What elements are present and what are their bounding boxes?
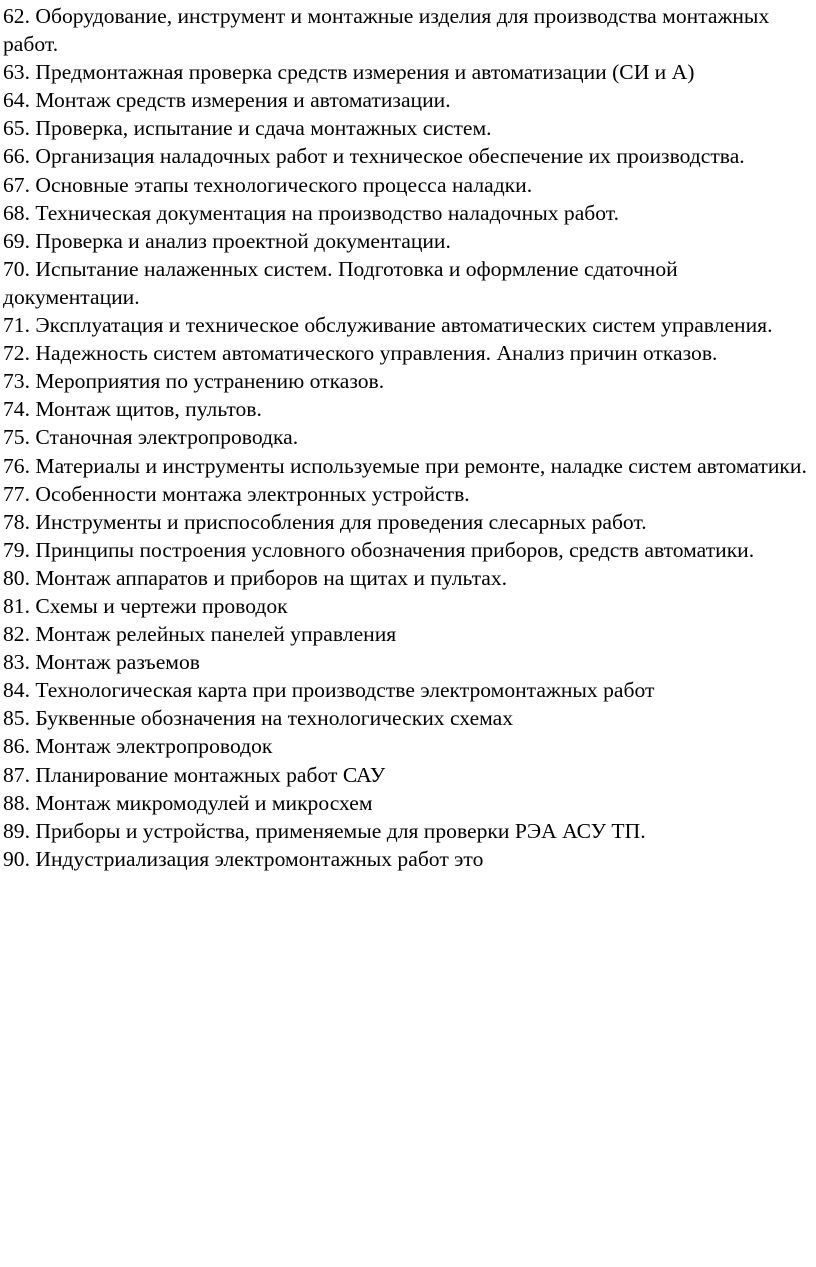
list-item: 87. Планирование монтажных работ САУ: [3, 762, 386, 787]
list-item: 70. Испытание налаженных систем. Подготовка и оформление сдаточной документации.: [3, 256, 678, 309]
list-item: 77. Особенности монтажа электронных устройств.: [3, 481, 470, 506]
list-item: 65. Проверка, испытание и сдача монтажных систем.: [3, 116, 492, 141]
list-item: 83. Монтаж разъемов: [3, 650, 200, 675]
list-item: 73. Мероприятия по устранению отказов.: [3, 369, 385, 394]
list-item: 62. Оборудование, инструмент и монтажные изделия для производства монтажных работ.: [3, 4, 770, 57]
list-item: 76. Материалы и инструменты используемые при ремонте, наладке систем автоматики.: [3, 453, 807, 478]
list-item: 64. Монтаж средств измерения и автоматизации.: [3, 88, 451, 113]
list-item: 74. Монтаж щитов, пультов.: [3, 397, 262, 422]
list-item: 79. Принципы построения условного обозначения приборов, средств автоматики.: [3, 537, 755, 562]
list-item: 82. Монтаж релейных панелей управления: [3, 622, 397, 647]
question-list: [3, 2, 813, 873]
list-item: 72. Надежность систем автоматического управления. Анализ причин отказов.: [3, 341, 718, 366]
list-item: 68. Техническая документация на производство наладочных работ.: [3, 200, 620, 225]
list-item: 85. Буквенные обозначения на технологических схемах: [3, 706, 514, 731]
list-item: 75. Станочная электропроводка.: [3, 425, 299, 450]
list-item: 90. Индустриализация электромонтажных работ это: [3, 846, 484, 871]
list-item: 69. Проверка и анализ проектной документации.: [3, 228, 451, 253]
list-item: 67. Основные этапы технологического процесса наладки.: [3, 172, 533, 197]
list-item: 89. Приборы и устройства, применяемые для проверки РЭА АСУ ТП.: [3, 818, 646, 843]
list-item: 81. Схемы и чертежи проводок: [3, 593, 288, 618]
list-item: 84. Технологическая карта при производстве электромонтажных работ: [3, 678, 655, 703]
list-item: 88. Монтаж микромодулей и микросхем: [3, 790, 373, 815]
list-item: 66. Организация наладочных работ и техническое обеспечение их производства.: [3, 144, 745, 169]
list-item: 86. Монтаж электропроводок: [3, 734, 273, 759]
list-item: 71. Эксплуатация и техническое обслуживание автоматических систем управления.: [3, 313, 773, 338]
list-item: 80. Монтаж аппаратов и приборов на щитах и пультах.: [3, 565, 508, 590]
list-item: 63. Предмонтажная проверка средств измерения и автоматизации (СИ и А): [3, 60, 695, 85]
list-item: 78. Инструменты и приспособления для проведения слесарных работ.: [3, 509, 647, 534]
